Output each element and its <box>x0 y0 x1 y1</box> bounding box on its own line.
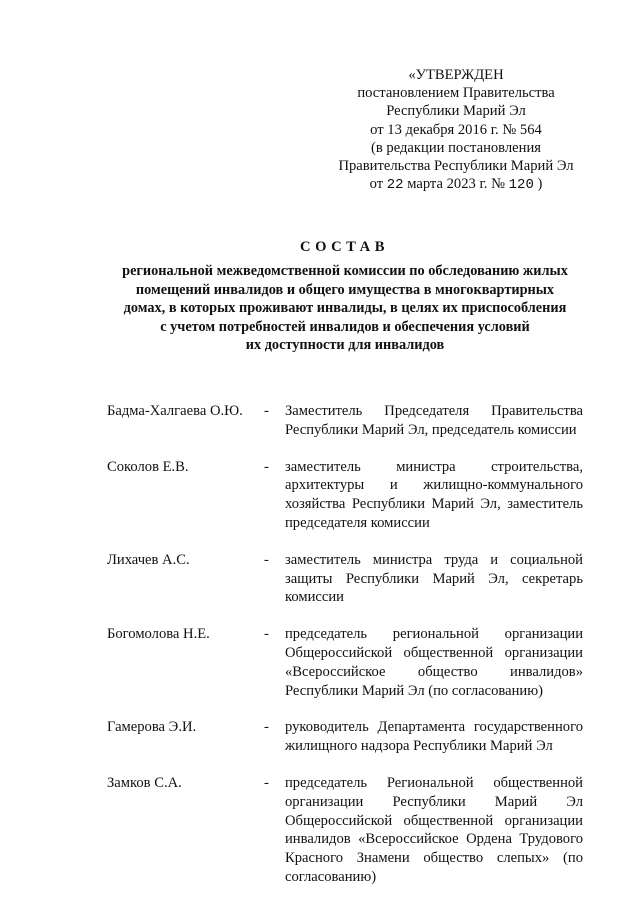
separator-dash: - <box>264 403 269 419</box>
document-subtitle <box>100 262 590 355</box>
approval-date-line <box>322 175 590 194</box>
member-name: Богомолова Н.Е. <box>107 626 210 643</box>
member-role: руководитель Департамента государственного жилищного надзора Республики Марий Эл <box>285 719 583 755</box>
member-name: Лихачев А.С. <box>107 551 190 568</box>
approval-line: Республики Марий Эл <box>386 103 526 120</box>
member-name: Замков С.А. <box>107 774 182 791</box>
separator-dash: - <box>264 626 269 643</box>
member-role: Заместитель Председателя Правительства Республики Марий Эл, председатель комиссии <box>285 403 583 438</box>
approval-line: «УТВЕРЖДЕН <box>408 67 504 83</box>
subtitle-line: их доступности для инвалидов <box>245 337 445 354</box>
approval-line: постановлением Правительства <box>357 85 555 102</box>
approval-date-prefix: от <box>369 176 384 193</box>
member-role: председатель Региональной общественной организации Республики Марий Эл Общероссийской общественной организации инвалидов «Всероссийское Ордена Трудового Красного Знамени общество слепых» (по согласованию) <box>285 774 583 885</box>
approval-suffix: ) <box>537 176 543 193</box>
subtitle-line: домах, в которых проживают инвалиды, в целях их приспособления <box>123 300 567 317</box>
approval-line: (в редакции постановления <box>371 139 541 156</box>
approval-month-year: марта 2023 г. № <box>407 176 505 193</box>
separator-dash: - <box>264 458 269 475</box>
members-list <box>107 402 583 905</box>
separator-dash: - <box>264 551 269 568</box>
member-name: Соколов Е.В. <box>107 458 189 475</box>
approval-line: Правительства Республики Марий Эл <box>338 158 574 175</box>
member-name: Гамерова Э.И. <box>107 719 197 736</box>
approval-line: от 13 декабря 2016 г. № 564 <box>370 121 542 138</box>
member-row <box>107 718 583 756</box>
member-name: Бадма-Халгаева О.Ю. <box>107 403 243 419</box>
document-title: СОСТАВ <box>300 239 389 255</box>
member-row <box>107 458 583 533</box>
subtitle-line: помещений инвалидов и общего имущества в многоквартирных <box>135 281 555 298</box>
approval-day: 22 <box>386 177 404 194</box>
member-row <box>107 551 583 607</box>
approval-number: 120 <box>508 177 534 194</box>
member-row <box>107 625 583 700</box>
subtitle-line: с учетом потребностей инвалидов и обеспечения условий <box>160 318 530 335</box>
member-row <box>107 774 583 887</box>
member-role: председатель региональной организации Общероссийской общественной организации «Всероссийское общество инвалидов» Республики Марий Эл (по согласованию) <box>285 626 583 699</box>
member-role: заместитель министра строительства, архитектуры и жилищно-коммунального хозяйства Республики Марий Эл, заместитель председателя комиссии <box>285 458 583 531</box>
member-role: заместитель министра труда и социальной защиты Республики Марий Эл, секретарь комиссии <box>285 551 583 606</box>
approval-stamp <box>322 66 590 194</box>
subtitle-line: региональной межведомственной комиссии по обследованию жилых <box>122 263 568 279</box>
separator-dash: - <box>264 719 269 736</box>
member-row <box>107 402 583 440</box>
separator-dash: - <box>264 774 269 791</box>
